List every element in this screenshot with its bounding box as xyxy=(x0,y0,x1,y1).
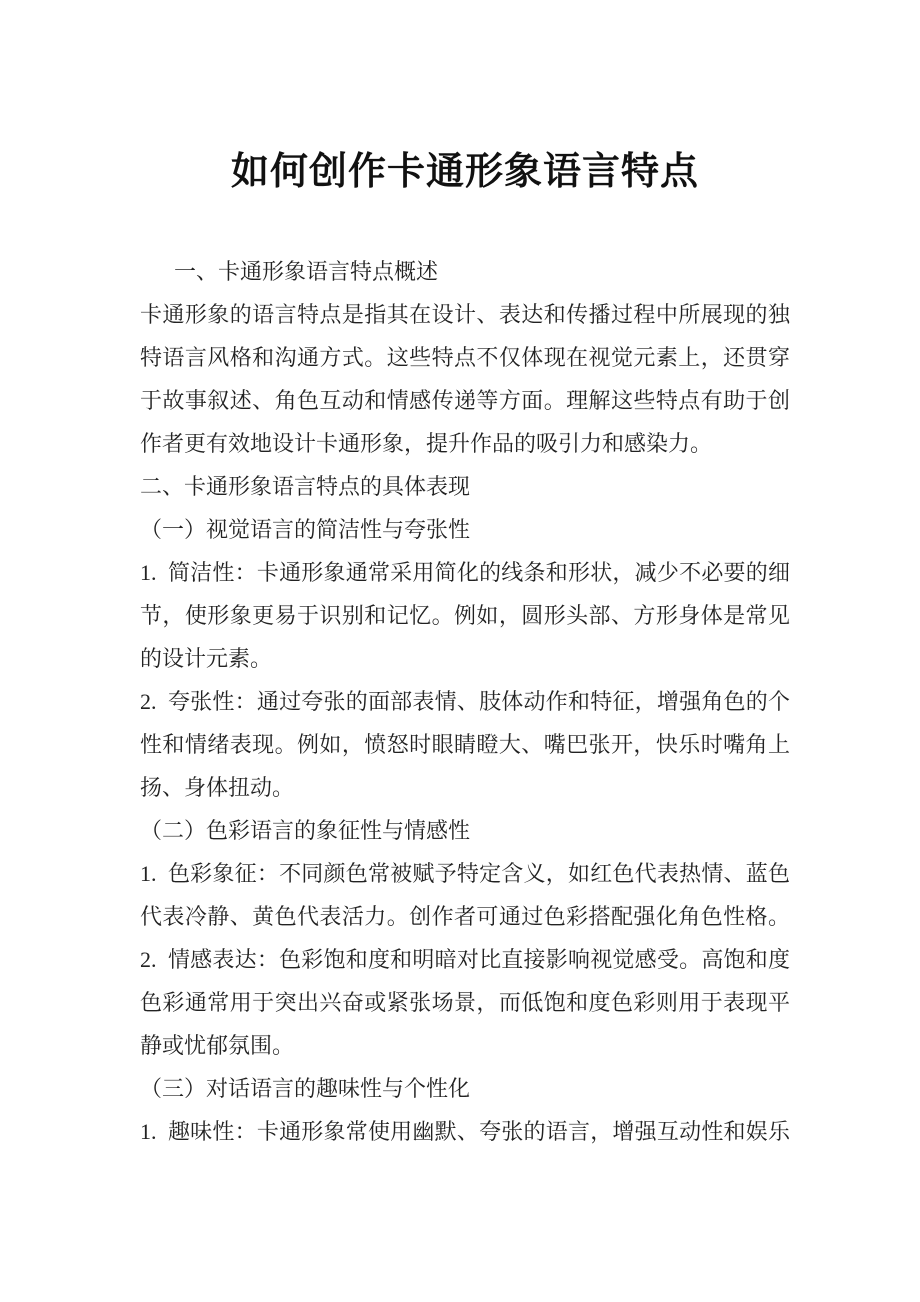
text-line: 代表冷静、黄色代表活力。创作者可通过色彩搭配强化角色性格。 xyxy=(140,904,790,929)
text-line: 色彩通常用于突出兴奋或紧张场景，而低饱和度色彩则用于表现平 xyxy=(140,990,790,1015)
text-line: 1. 色彩象征：不同颜色常被赋予特定含义，如红色代表热情、蓝色 xyxy=(140,861,790,886)
text-line: 二、卡通形象语言特点的具体表现 xyxy=(140,474,471,499)
text-line: （二）色彩语言的象征性与情感性 xyxy=(140,818,471,843)
document-content xyxy=(140,0,790,1153)
text-line: （一）视觉语言的简洁性与夸张性 xyxy=(140,517,471,542)
text-line: 2. 情感表达：色彩饱和度和明暗对比直接影响视觉感受。高饱和度 xyxy=(140,947,790,972)
text-line: 2. 夸张性：通过夸张的面部表情、肢体动作和特征，增强角色的个 xyxy=(140,689,790,714)
text-line: 扬、身体扭动。 xyxy=(140,775,295,800)
text-line: 的设计元素。 xyxy=(140,646,273,671)
text-line: 一、卡通形象语言特点概述 xyxy=(174,259,439,284)
text-line: 1. 趣味性：卡通形象常使用幽默、夸张的语言，增强互动性和娱乐 xyxy=(140,1119,790,1144)
document-lines xyxy=(140,250,790,1153)
text-line: （三）对话语言的趣味性与个性化 xyxy=(140,1076,471,1101)
text-line: 节，使形象更易于识别和记忆。例如，圆形头部、方形身体是常见 xyxy=(140,603,790,628)
text-line: 作者更有效地设计卡通形象，提升作品的吸引力和感染力。 xyxy=(140,431,713,456)
text-line: 1. 简洁性：卡通形象通常采用简化的线条和形状，减少不必要的细 xyxy=(140,560,790,585)
text-line: 特语言风格和沟通方式。这些特点不仅体现在视觉元素上，还贯穿 xyxy=(140,345,790,370)
text-line: 卡通形象的语言特点是指其在设计、表达和传播过程中所展现的独 xyxy=(140,302,790,327)
text-line: 性和情绪表现。例如，愤怒时眼睛瞪大、嘴巴张开，快乐时嘴角上 xyxy=(140,732,790,757)
text-line: 于故事叙述、角色互动和情感传递等方面。理解这些特点有助于创 xyxy=(140,388,790,413)
text-line: 静或忧郁氛围。 xyxy=(140,1033,295,1058)
document-title: 如何创作卡通形象语言特点 xyxy=(230,151,699,193)
